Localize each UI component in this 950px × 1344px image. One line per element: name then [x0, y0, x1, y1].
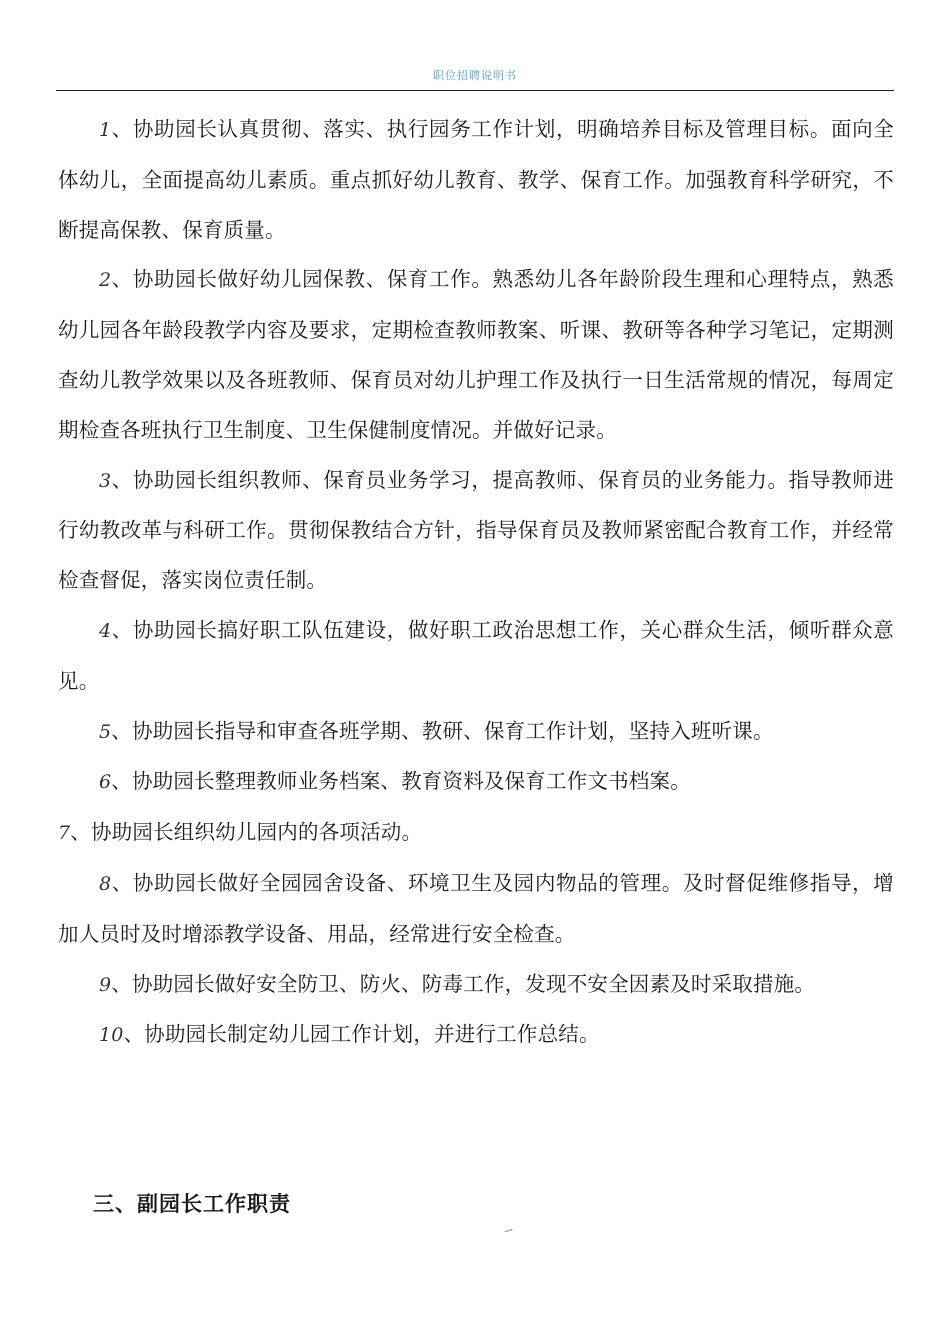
- item-text: 、协助园长做好幼儿园保教、保育工作。熟悉幼儿各年龄阶段生理和心理特点，熟悉幼儿园各年龄段教学内容及要求，定期检查教师教案、听课、教研等各种学习笔记，定期测查幼儿教学效果以及各班教师、保育员对幼儿护理工作及执行一日生活常规的情况，每周定期检查各班执行卫生制度、卫生保健制度情况。并做好记录。: [58, 267, 894, 442]
- item-text: 、协助园长组织幼儿园内的各项活动。: [70, 820, 423, 845]
- item-number: 2: [99, 269, 112, 292]
- list-item: [58, 808, 894, 859]
- item-number: 1: [99, 119, 112, 141]
- item-text: 、协助园长制定幼儿园工作计划，并进行工作总结。: [123, 1022, 600, 1047]
- item-text: 、协助园长搞好职工队伍建设，做好职工政治思想工作，关心群众生活，倾听群众意见。: [58, 617, 894, 693]
- item-number: 4: [99, 619, 112, 642]
- item-text: 、协助园长整理教师业务档案、教育资料及保育工作文书档案。: [111, 769, 691, 794]
- item-number: 3: [99, 469, 112, 492]
- item-number: 7: [58, 822, 71, 845]
- list-item: [58, 255, 894, 455]
- item-text: 、协助园长组织教师、保育员业务学习，提高教师、保育员的业务能力。指导教师进行幼教改革与科研工作。贯彻保教结合方针，指导保育员及教师紧密配合教育工作，并经常检查督促，落实岗位责任制。: [58, 467, 894, 593]
- list-item: [58, 757, 894, 808]
- item-number: 8: [99, 872, 112, 895]
- item-text: 、协助园长做好安全防卫、防火、防毒工作，发现不安全因素及时采取措施。: [111, 971, 816, 996]
- duty-list: [58, 105, 894, 1061]
- item-number: 10: [99, 1024, 124, 1047]
- list-item: [58, 960, 894, 1011]
- header-divider: [56, 90, 894, 91]
- list-item: [58, 105, 894, 255]
- item-number: 9: [99, 973, 112, 996]
- list-item: [58, 1010, 894, 1061]
- item-text: 、协助园长认真贯彻、落实、执行园务工作计划，明确培养目标及管理目标。面向全体幼儿，全面提高幼儿素质。重点抓好幼儿教育、教学、保育工作。加强教育科学研究，不断提高保教、保育质量。: [58, 117, 894, 242]
- item-number: 6: [99, 771, 112, 794]
- list-item: [58, 456, 894, 606]
- item-text: 、协助园长指导和审查各班学期、教研、保育工作计划，坚持入班听课。: [111, 718, 774, 743]
- list-item: [58, 859, 894, 960]
- list-item: [58, 606, 894, 707]
- item-number: 5: [99, 720, 112, 743]
- section-heading: 三、副园长工作职责: [93, 1192, 291, 1216]
- page-header-title: 职位招聘说明书: [433, 69, 517, 82]
- item-text: 、协助园长做好全园园舍设备、环境卫生及园内物品的管理。及时督促维修指导，增加人员时及时增添教学设备、用品，经常进行安全检查。: [58, 870, 894, 946]
- stray-mark: [505, 1229, 514, 1235]
- list-item: [58, 707, 894, 758]
